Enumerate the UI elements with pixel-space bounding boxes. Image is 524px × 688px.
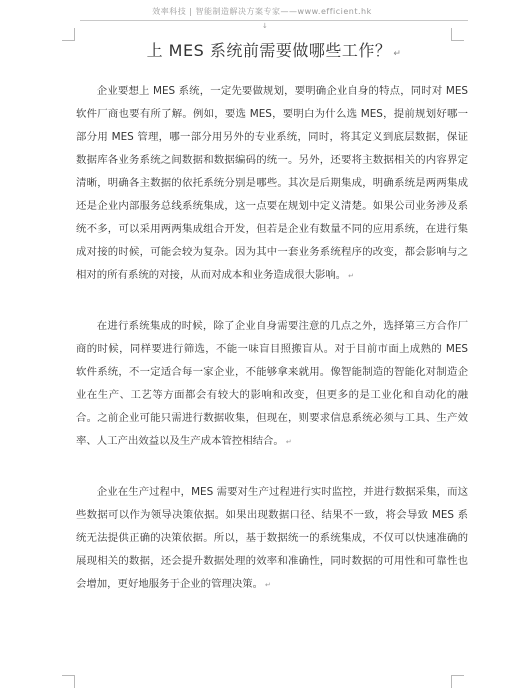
paragraph-3[interactable] — [76, 481, 468, 597]
document-title[interactable] — [80, 38, 468, 61]
crop-mark-bottom-left — [62, 675, 75, 688]
document-title-text: 上 MES 系统前需要做哪些工作？ — [146, 41, 392, 60]
paragraph-mark-icon: ↵ — [393, 49, 402, 59]
crop-mark-bottom-right — [451, 675, 464, 688]
paragraph-mark-icon: ↵ — [348, 272, 355, 280]
paragraph-1[interactable] — [76, 80, 468, 288]
document-body[interactable] — [76, 80, 468, 624]
header-paragraph-mark: ↓ — [262, 22, 268, 30]
header-rule — [80, 20, 468, 21]
paragraph-1-text: 企业要想上 MES 系统，一定先要做规划，要明确企业自身的特点，同时对 MES 软件厂商也要有所了解。例如，要选 MES，要明白为什么选 MES，提前规划好哪一部分用 MES 管理，哪一部分用另外的专业系统，同时，将其定义到底层数据，保证数据库各业务系统之间数据和数据编码的统一。另外，还要将主数据相关的内容界定清晰，明确各主数据的依托系统分别是哪些。其次是后期集成，明确系统是两两集成还是企业内部服务总线系统集成，这一点要在规划中定义清楚。如果公司业务涉及系统不多，可以采用两两集成组合开发，但若是企业有数量不同的应用系统，在进行集成对接的时候，可能会较为复杂。因为其中一套业务系统程序的改变，都会影响与之相对的所有系统的对接，从而对成本和业务造成很大影响。 — [76, 85, 468, 281]
paragraph-2-text: 在进行系统集成的时候，除了企业自身需要注意的几点之外，选择第三方合作厂商的时候，同样要进行筛选，不能一味盲目照搬盲从。对于目前市面上成熟的 MES 软件系统，不一定适合每一家企业，不能够拿来就用。像智能制造的智能化对制造企业在生产、工艺等方面都会有较大的影响和改变，但更多的是工业化和自动化的融合。之前企业可能只需进行数据收集，但现在，则要求信息系统必须与工具、生产效率、人工产出效益以及生产成本管控相结合。 — [76, 320, 468, 447]
paragraph-mark-icon: ↵ — [285, 438, 292, 446]
crop-mark-top-left — [62, 28, 75, 41]
paragraph-2[interactable] — [76, 315, 468, 454]
paragraph-mark-icon: ↵ — [265, 581, 271, 589]
paragraph-3-text: 企业在生产过程中，MES 需要对生产过程进行实时监控，并进行数据采集，而这些数据可以作为领导决策依据。如果出现数据口径、结果不一致，将会导致 MES 系统无法提供正确的决策依据。所以，基于数据统一的系统集成，不仅可以快速准确的展现相关的数据，还会提升数据处理的效率和准确性，同时数据的可用性和可靠性也会增加，更好地服务于企业的管理决策。 — [76, 486, 468, 590]
page-header: 效率科技 | 智能制造解决方案专家——www.efficient.hk — [152, 7, 372, 16]
